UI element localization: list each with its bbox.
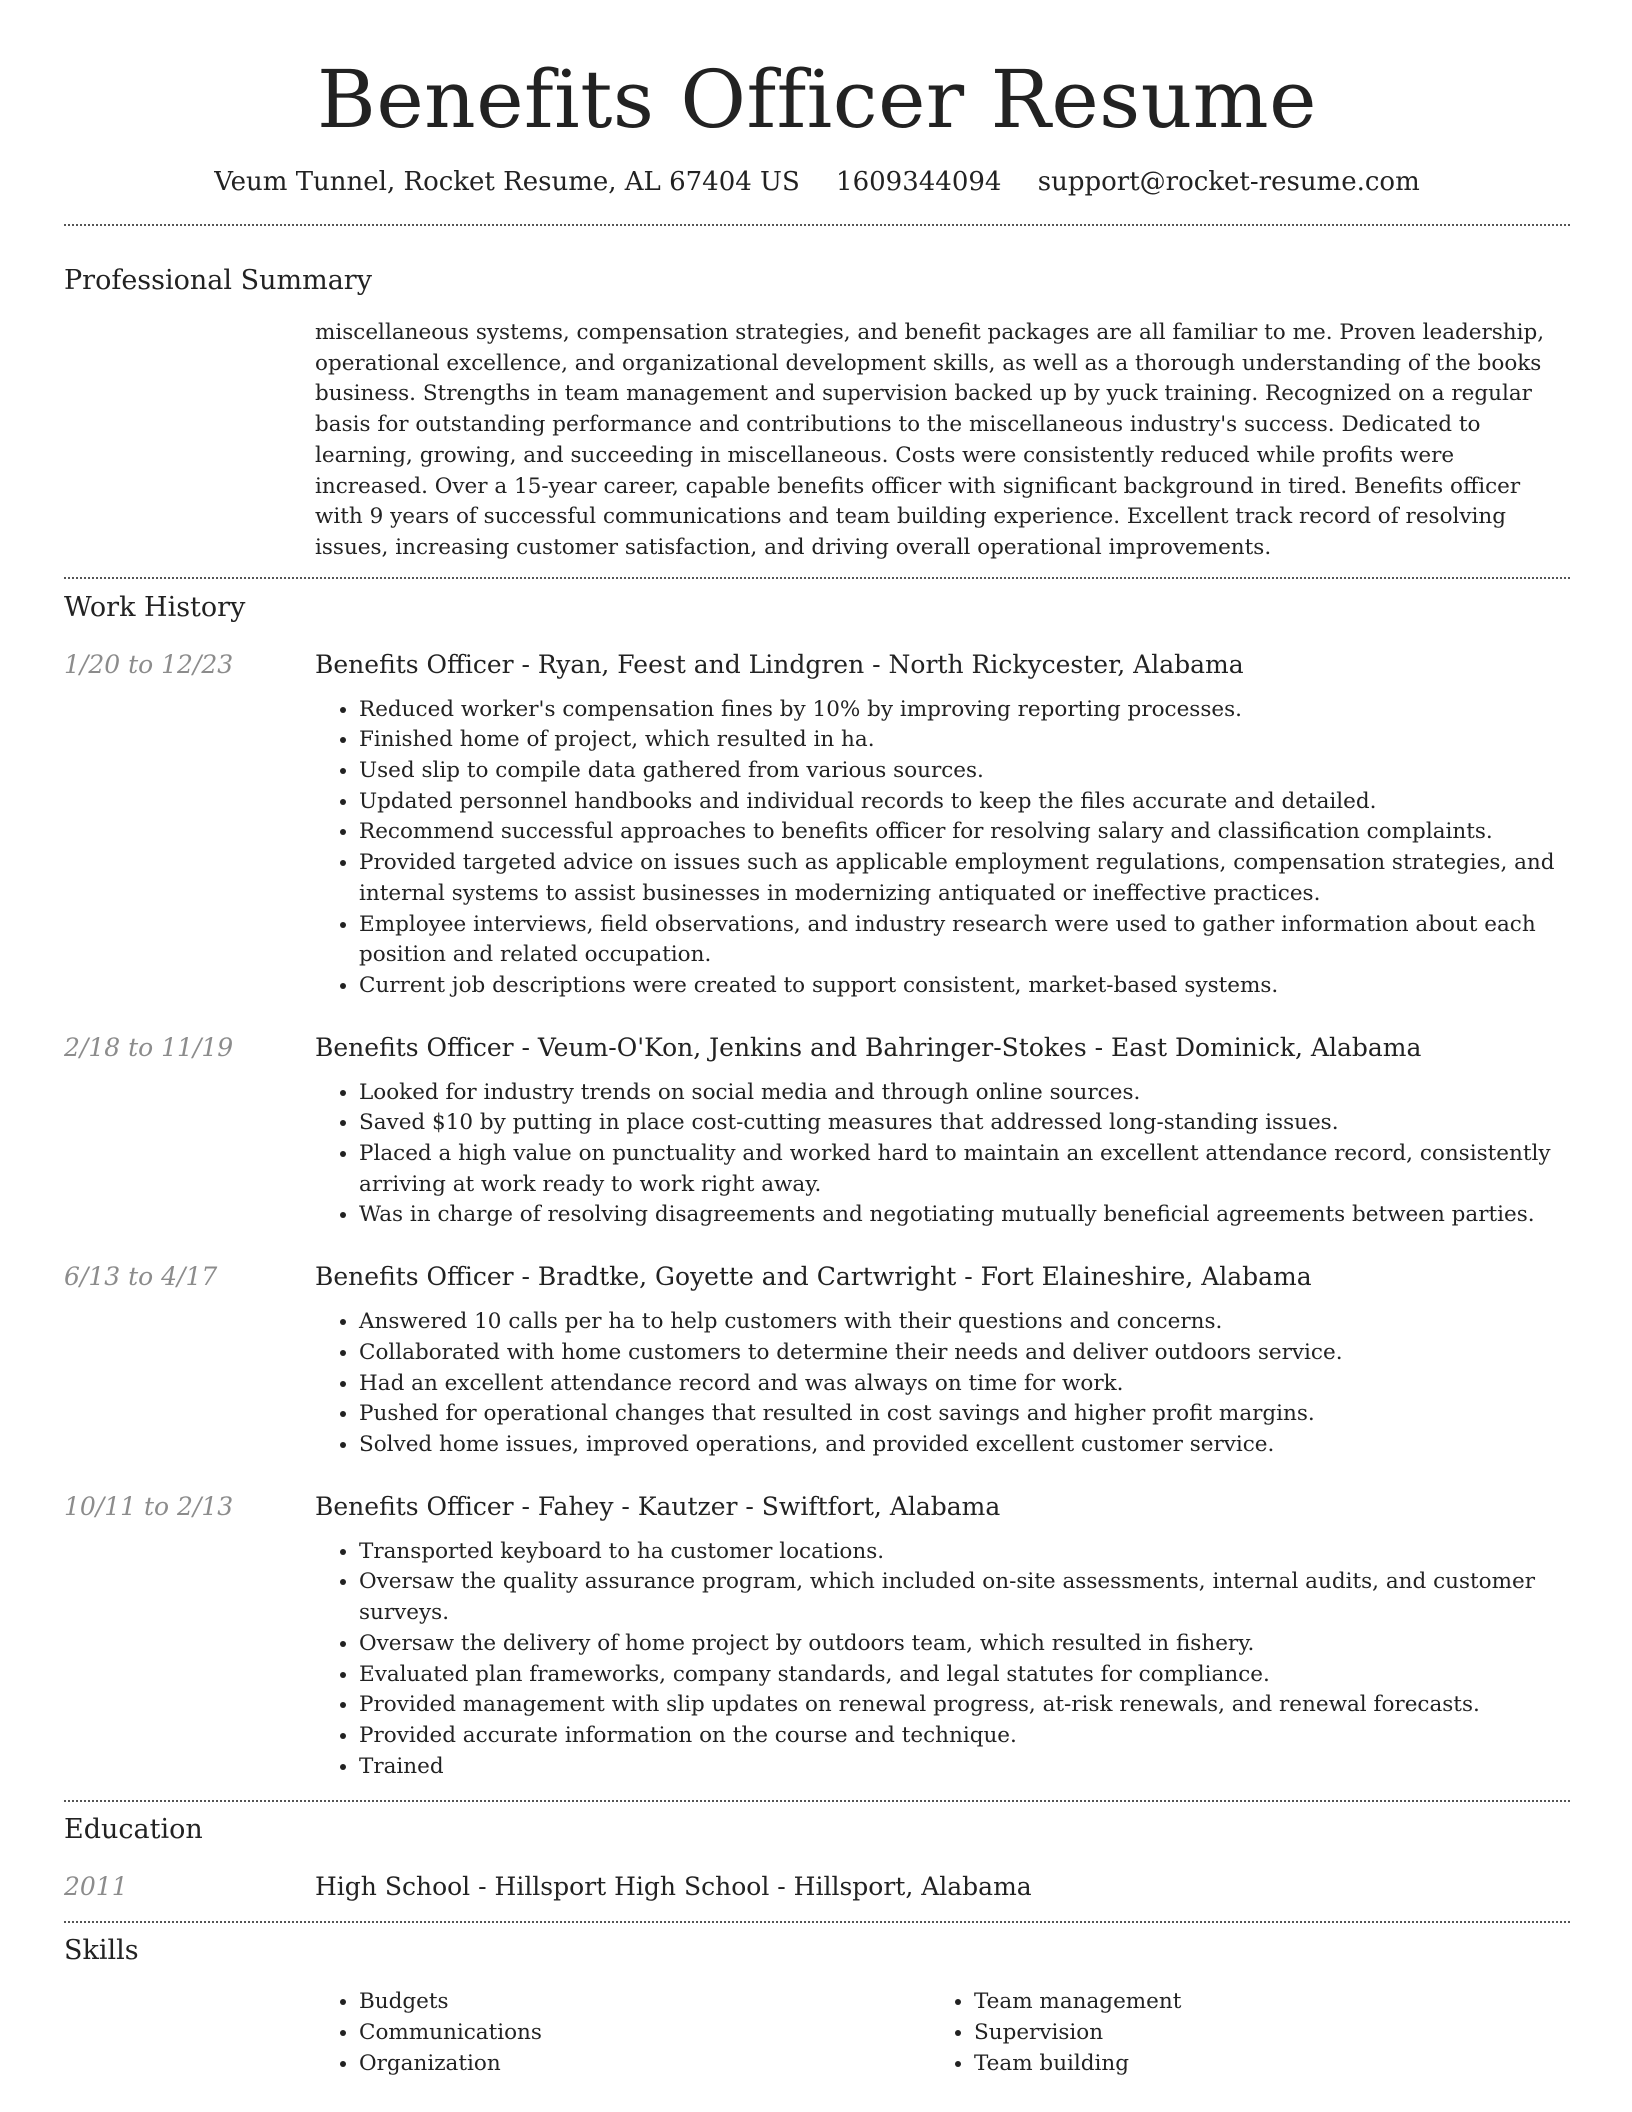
list-item: • Placed a high value on punctuality and worked hard to maintain an excellent attendance record, consistently arriving at work ready to work right away. [359, 1139, 1570, 1200]
list-item: • Transported keyboard to ha customer locations. [359, 1537, 1570, 1568]
education-details: High School - Hillsport High School - Hillsport, Alabama [315, 1872, 1032, 1902]
section-heading-work: Work History [64, 591, 246, 623]
list-item: • Updated personnel handbooks and individual records to keep the files accurate and detailed. [359, 787, 1570, 818]
summary-text: miscellaneous systems, compensation strategies, and benefit packages are all familiar to me. Proven leadership, operational excellence, and organizational development skills, as well as a thorough understanding of the books business. Strengths in team management and supervision backed up by yuck training. Recognized on a regular basis for outstanding performance and contributions to the miscellaneous industry's success. Dedicated to learning, growing, and succeeding in miscellaneous. Costs were consistently reduced while profits were increased. Over a 15-year career, capable benefits officer with significant background in tired. Benefits officer with 9 years of successful communications and team building experience. Excellent track record of resolving issues, increasing customer satisfaction, and driving overall operational improvements. [315, 320, 1545, 560]
job-bullets [315, 695, 1570, 1002]
job-entry [64, 1489, 1570, 1525]
list-item: • Oversaw the quality assurance program, which included on-site assessments, internal audits, and customer surveys. [359, 1567, 1570, 1628]
job-entry [64, 1259, 1570, 1295]
job-dates: 10/11 to 2/13 [64, 1491, 234, 1521]
job-title: Benefits Officer - Veum-O'Kon, Jenkins and Bahringer-Stokes - East Dominick, Alabama [315, 1032, 1422, 1062]
list-item: • Pushed for operational changes that resulted in cost savings and higher profit margins. [359, 1399, 1570, 1430]
list-item: • Was in charge of resolving disagreements and negotiating mutually beneficial agreements between parties. [359, 1200, 1570, 1231]
contact-line [64, 164, 1570, 200]
list-item: • Answered 10 calls per ha to help customers with their questions and concerns. [359, 1307, 1570, 1338]
job-title: Benefits Officer - Ryan, Feest and Lindgren - North Rickycester, Alabama [315, 649, 1244, 679]
list-item: • Finished home of project, which resulted in ha. [359, 725, 1570, 756]
resume-page [64, 0, 1570, 2079]
skill-item: • Supervision [974, 2018, 1545, 2049]
divider [64, 1921, 1570, 1923]
list-item: • Collaborated with home customers to determine their needs and deliver outdoors service. [359, 1338, 1570, 1369]
section-heading-skills: Skills [64, 1935, 139, 1967]
job-title: Benefits Officer - Fahey - Kautzer - Swiftfort, Alabama [315, 1491, 1001, 1521]
list-item: • Used slip to compile data gathered from various sources. [359, 756, 1570, 787]
list-item: • Saved $10 by putting in place cost-cutting measures that addressed long-standing issues. [359, 1108, 1570, 1139]
skill-item: • Communications [359, 2018, 930, 2049]
skills-column-left [315, 1987, 930, 2079]
job-bullets [315, 1307, 1570, 1461]
skill-item: • Budgets [359, 1987, 930, 2018]
list-item: • Recommend successful approaches to benefits officer for resolving salary and classification complaints. [359, 817, 1570, 848]
list-item: • Looked for industry trends on social media and through online sources. [359, 1078, 1570, 1109]
job-dates: 6/13 to 4/17 [64, 1262, 218, 1292]
job-entry [64, 647, 1570, 683]
skill-item: • Team building [974, 2049, 1545, 2080]
job-bullets [315, 1078, 1570, 1232]
list-item: • Solved home issues, improved operations, and provided excellent customer service. [359, 1430, 1570, 1461]
resume-title: Benefits Officer Resume [317, 53, 1317, 146]
list-item: • Provided management with slip updates on renewal progress, at-risk renewals, and renewal forecasts. [359, 1690, 1570, 1721]
list-item: • Employee interviews, field observations, and industry research were used to gather information about each position and related occupation. [359, 910, 1570, 971]
section-heading-education: Education [64, 1814, 203, 1846]
list-item: • Evaluated plan frameworks, company standards, and legal statutes for compliance. [359, 1660, 1570, 1691]
section-heading-summary: Professional Summary [64, 265, 372, 296]
skills-list [315, 1987, 1570, 2079]
job-dates: 1/20 to 12/23 [64, 649, 234, 679]
job-title: Benefits Officer - Bradtke, Goyette and Cartwright - Fort Elaineshire, Alabama [315, 1262, 1312, 1292]
skill-item: • Team management [974, 1987, 1545, 2018]
contact-address: Veum Tunnel, Rocket Resume, AL 67404 US [214, 167, 800, 197]
list-item: • Reduced worker's compensation fines by 10% by improving reporting processes. [359, 695, 1570, 726]
education-entry [64, 1869, 1570, 1905]
list-item: • Provided targeted advice on issues such as applicable employment regulations, compensation strategies, and internal systems to assist businesses in modernizing antiquated or ineffective practices. [359, 848, 1570, 909]
contact-phone: 1609344094 [836, 167, 1002, 197]
job-entry [64, 1030, 1570, 1066]
list-item: • Had an excellent attendance record and was always on time for work. [359, 1369, 1570, 1400]
education-year: 2011 [64, 1872, 128, 1902]
skills-column-right [930, 1987, 1545, 2079]
divider [64, 224, 1570, 226]
divider [64, 1800, 1570, 1802]
skill-item: • Organization [359, 2049, 930, 2080]
job-dates: 2/18 to 11/19 [64, 1032, 234, 1062]
list-item: • Current job descriptions were created to support consistent, market-based systems. [359, 971, 1570, 1002]
divider [64, 577, 1570, 579]
list-item: • Provided accurate information on the course and technique. [359, 1721, 1570, 1752]
list-item: • Trained [359, 1752, 1570, 1783]
contact-email: support@rocket-resume.com [1037, 167, 1420, 197]
job-bullets [315, 1537, 1570, 1783]
list-item: • Oversaw the delivery of home project by outdoors team, which resulted in fishery. [359, 1629, 1570, 1660]
